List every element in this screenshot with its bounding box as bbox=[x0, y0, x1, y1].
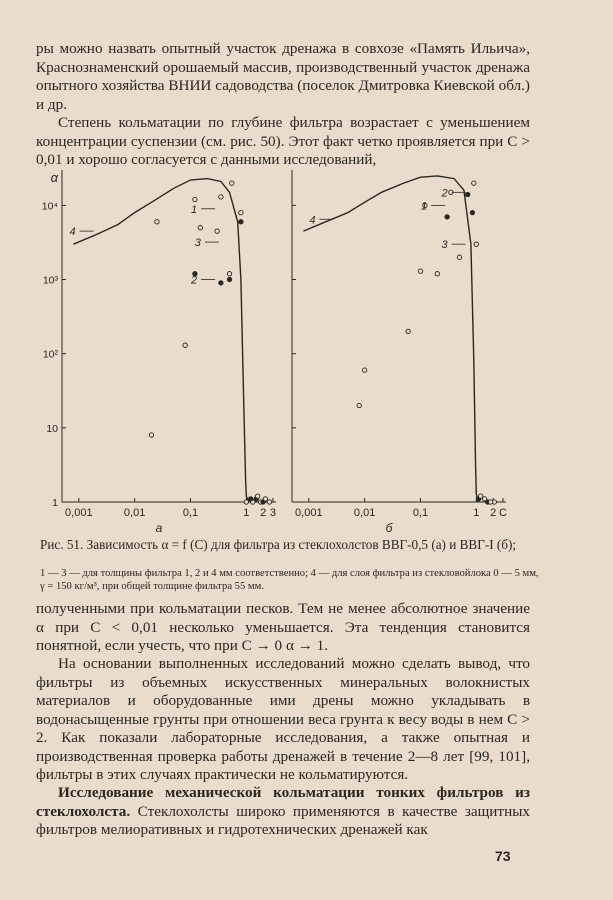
x-tick-label-b: 1 bbox=[473, 507, 480, 519]
page-number: 73 bbox=[495, 848, 511, 864]
y-axis-label-a: α bbox=[50, 170, 58, 185]
point-series-2-b bbox=[470, 210, 474, 214]
point-series-3-b bbox=[362, 368, 366, 372]
x-tick-label-b: 0,01 bbox=[353, 507, 376, 519]
curve-4-a bbox=[73, 179, 248, 502]
figure-caption-legend: 1 — 3 — для толщины фильтра 1, 2 и 4 мм соответственно; 4 — для слоя фильтра из стекловойлока 0 — 5 мм, γ = 150 кг/м³, при общей толщине фильтра 55 мм. bbox=[40, 568, 539, 592]
curve-label-2-a: 2 bbox=[191, 274, 198, 287]
point-series-3-b bbox=[357, 403, 361, 407]
figure-51 bbox=[36, 166, 546, 536]
point-series-1-b bbox=[472, 181, 476, 185]
point-series-3-a bbox=[215, 229, 219, 233]
point-series-3-a bbox=[149, 433, 153, 437]
point-series-1-a bbox=[244, 500, 248, 504]
paragraph-intro: ры можно назвать опытный участок дренажа в совхозе «Память Ильича», Краснознаменский орошаемый массив, производственный участок дренажа опытного хозяйства ВНИИ садоводства (поселок Дмитровка Киевской обл.) и др. bbox=[36, 40, 530, 113]
point-series-1-a bbox=[155, 220, 159, 224]
panel-label-a: а bbox=[155, 521, 163, 535]
paragraph-conclusion: На основании выполненных исследований можно сделать вывод, что фильтры из объемных искусственных минеральных волокнистых материалов и оборудованные ими дрены можно укладывать в водонасыщенные грунты при отношении веса грунта к весу воды в нем C > 2. Как показали лабораторные исследования, а также опытная и производственная проверка работы дренажей в течение 2—8 лет [99, 101], фильтры в этих случаях практически не кольматируются. bbox=[36, 655, 530, 783]
panel-a bbox=[42, 170, 276, 535]
point-series-3-b bbox=[479, 494, 483, 498]
point-series-1-a bbox=[219, 195, 223, 199]
point-series-2-a bbox=[219, 281, 223, 285]
paragraph-section-start bbox=[36, 784, 530, 840]
curve-label-2-b: 2 bbox=[441, 187, 448, 200]
curve-label-4-a: 4 bbox=[69, 226, 76, 239]
x-tick-label-a: 2 bbox=[260, 507, 267, 519]
x-tick-label-a: 0,1 bbox=[182, 507, 199, 519]
point-series-3-a bbox=[267, 500, 271, 504]
point-series-2-a bbox=[239, 220, 243, 224]
x-tick-label-a: 1 bbox=[243, 507, 250, 519]
point-series-3-b bbox=[435, 272, 439, 276]
y-tick-label-a: 1 bbox=[52, 497, 58, 509]
x-tick-label-b: C bbox=[498, 507, 507, 519]
point-series-3-b bbox=[406, 329, 410, 333]
point-series-3-a bbox=[198, 226, 202, 230]
x-tick-label-a: 0,01 bbox=[123, 507, 146, 519]
y-tick-label-a: 10³ bbox=[42, 274, 58, 287]
point-series-3-b bbox=[488, 500, 492, 504]
y-tick-label-a: 10 bbox=[46, 422, 58, 435]
x-tick-label-b: 0,001 bbox=[295, 507, 323, 519]
curve-label-4-b: 4 bbox=[309, 214, 316, 227]
point-series-3-a bbox=[183, 343, 187, 347]
point-series-3-b bbox=[418, 269, 422, 273]
panel-b bbox=[292, 170, 507, 535]
point-series-1-a bbox=[230, 181, 234, 185]
point-series-2-b bbox=[445, 215, 449, 219]
paragraph-results: полученными при кольматации песков. Тем не менее абсолютное значение α при C < 0,01 несколько уменьшается. Эта тенденция становится понятной, если учесть, что при C → 0 α → 1. bbox=[36, 600, 530, 654]
point-series-3-a bbox=[263, 497, 267, 501]
paragraph-colmatation-depth: Степень кольматации по глубине фильтра возрастает с уменьшением концентрации суспензии (см. рис. 50). Этот факт четко проявляется при C > 0,01 и хорошо согласуется с данными исследований, bbox=[36, 114, 530, 168]
point-series-3-b bbox=[474, 242, 478, 246]
curve-label-3-a: 3 bbox=[194, 237, 201, 250]
point-series-2-b bbox=[466, 192, 470, 196]
point-series-1-a bbox=[239, 210, 243, 214]
x-tick-label-a: 3 bbox=[269, 507, 277, 519]
curve-label-3-b: 3 bbox=[441, 239, 448, 252]
point-series-1-a bbox=[193, 197, 197, 201]
x-tick-label-b: 0,1 bbox=[412, 507, 429, 519]
figure-caption: Рис. 51. Зависимость α = f (C) для фильтра из стеклохолстов ВВГ-0,5 (а) и ВВГ-I (б); bbox=[40, 537, 517, 552]
panel-label-b: б bbox=[385, 521, 393, 535]
curve-4-b bbox=[303, 176, 477, 502]
y-tick-label-a: 10⁴ bbox=[41, 200, 58, 213]
curve-label-1-b: 1 bbox=[421, 200, 428, 213]
point-series-2-a bbox=[249, 497, 253, 501]
x-tick-label-b: 2 bbox=[490, 507, 497, 519]
section-text: Стеклохолсты широко применяются в качестве защитных фильтров мелиоративных и гидротехнических дренажей как bbox=[36, 802, 530, 838]
point-series-3-b bbox=[457, 255, 461, 259]
y-tick-label-a: 10² bbox=[42, 348, 58, 361]
point-series-2-a bbox=[227, 277, 231, 281]
curve-label-1-a: 1 bbox=[191, 203, 198, 216]
point-series-3-a bbox=[227, 272, 231, 276]
point-series-3-a bbox=[256, 494, 260, 498]
section-heading: Исследование механической кольматации тонких фильтров из стеклохолста. bbox=[36, 784, 530, 820]
x-tick-label-a: 0,001 bbox=[65, 507, 93, 519]
